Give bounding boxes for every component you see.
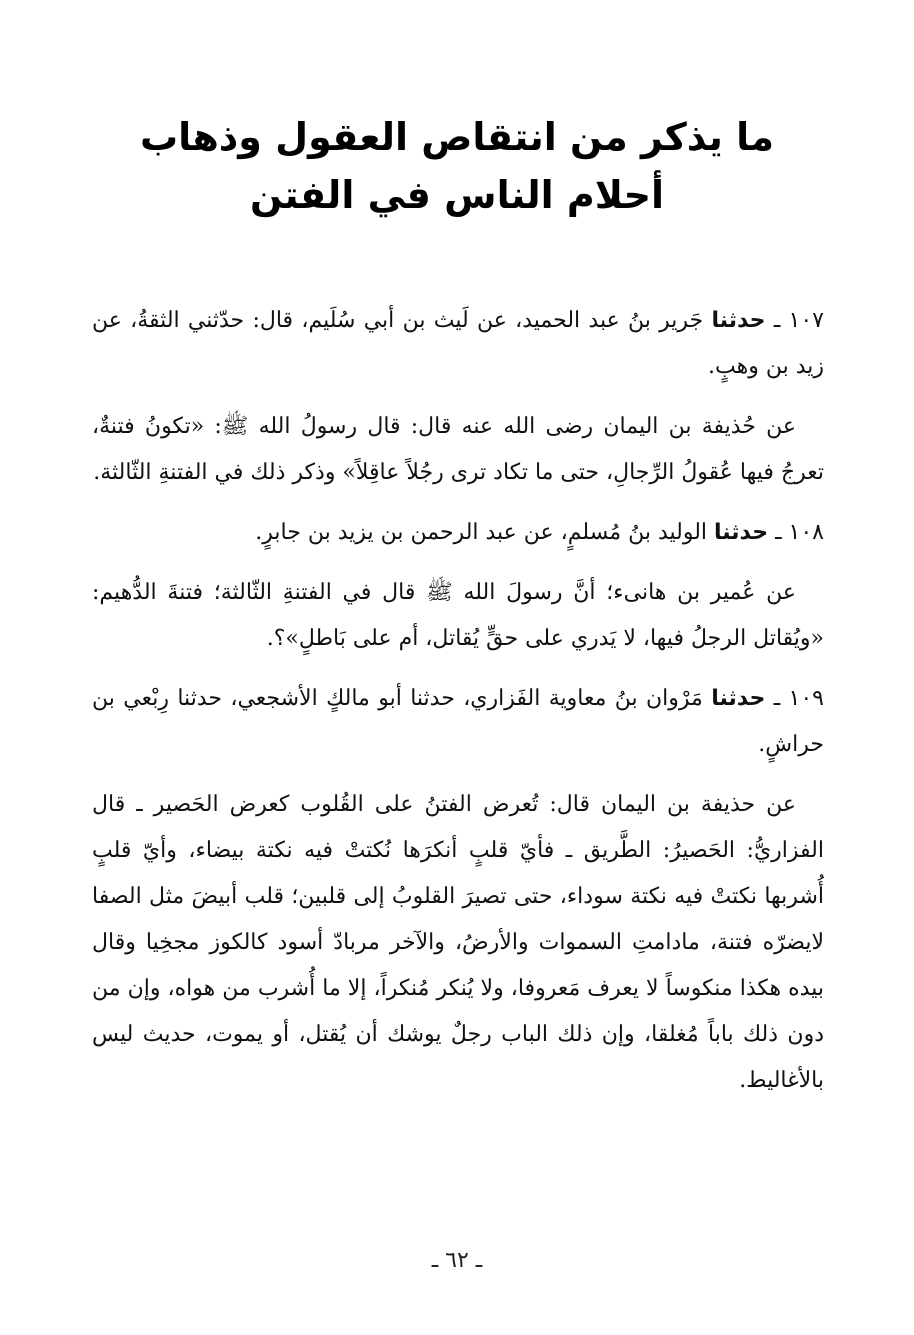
hadith-dash: ـ [768,520,789,545]
hadith-isnad-text: الوليد بنُ مُسلمٍ، عن عبد الرحمن بن يزيد بن جابرٍ. [255,520,715,545]
hadith-107-matn: عن حُذيفة بن اليمان رضى الله عنه قال: قال رسولُ الله ﷺ: «تكونُ فتنةٌ، تعرجُ فيها عُقولُ الرِّجالِ، حتى ما تكاد ترى رجُلاً عاقِلاً» وذكر ذلك في الفتنةِ الثّالثة. [92,414,824,485]
hadith-107-isnad [92,298,824,390]
hadith-number: ١٠٧ [788,308,824,333]
hadith-109-isnad [92,676,824,768]
hadith-keyword: حدثنا [714,520,769,545]
hadith-number: ١٠٨ [788,520,824,545]
hadith-keyword: حدثنا [711,686,766,711]
hadith-isnad-text: جَرير بنُ عبد الحميد، عن لَيث بن أبي سُلَيم، قال: حدّثني الثقةُ، عن زيد بن وهبٍ. [92,308,824,379]
hadith-dash: ـ [765,308,789,333]
hadith-number: ١٠٩ [788,686,824,711]
hadith-109-matn: عن حذيفة بن اليمان قال: تُعرض الفتنُ على القُلوب كعرض الحَصير ـ قال الفزاريُّ: الحَصيرُ: الطَّريق ـ فأيّ قلبٍ أنكرَها نُكتتْ فيه نكتة بيضاء، وأيّ قلبٍ أُشربها نكتتْ فيه نكتة سوداء، حتى تصيرَ القلوبُ إلى قلبين؛ قلب أبيضَ مثل الصفا لايضرّه فتنة، مادامتِ السموات والأرضُ، والآخر مربادّ أسود كالكوز مجخِيا وقال بيده هكذا منكوساً لا يعرف مَعروفا، ولا يُنكر مُنكراً، إلا ما أُشرب من هواه، وإن من دون ذلك باباً مُغلقا، وإن ذلك الباب رجلٌ يوشك أن يُقتل، أو يموت، حديث ليس بالأغاليط. [92,792,824,1093]
hadith-isnad-text: مَرْوان بنُ معاوية الفَزاري، حدثنا أبو مالكٍ الأشجعي، حدثنا رِبْعي بن حراشٍ. [92,686,824,757]
hadith-108-matn: عن عُمير بن هانىء؛ أنَّ رسولَ الله ﷺ قال في الفتنةِ الثّالثة؛ فتنةَ الدُّهيم: «ويُقاتل الرجلُ فيها، لا يَدري على حقٍّ يُقاتل، أم على بَاطلٍ»؟. [92,580,824,651]
chapter-title [60,108,854,224]
page-body [92,298,824,1118]
hadith-108-isnad [92,510,824,556]
hadith-dash: ـ [765,686,789,711]
hadith-keyword: حدثنا [711,308,766,333]
page-number: ـ ٦٢ ـ [431,1248,483,1273]
chapter-title-line-1: ما يذكر من انتقاص العقول وذهاب [140,115,774,159]
chapter-title-line-2: أحلام الناس في الفتن [250,173,664,217]
